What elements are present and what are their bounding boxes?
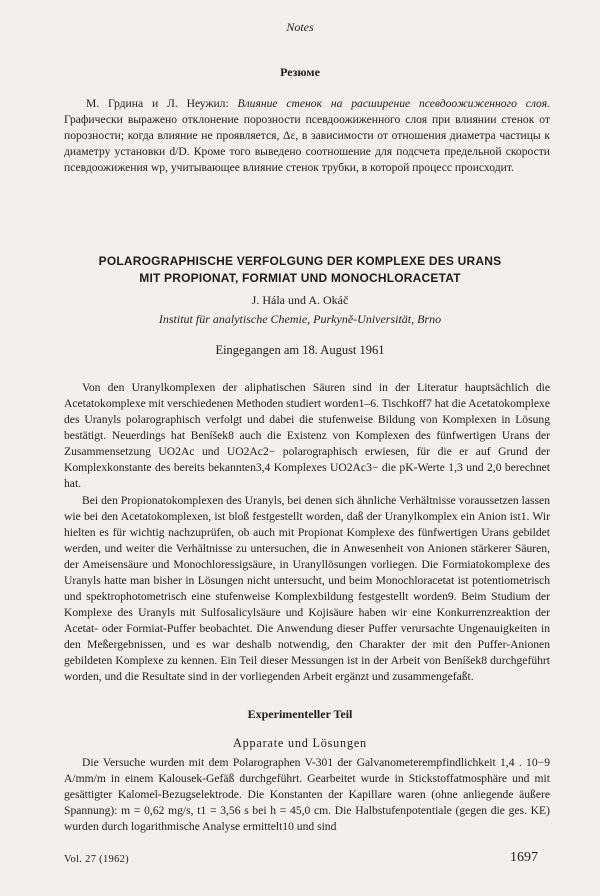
resume-title: Резюме (280, 65, 320, 79)
resume-body: Графически выражено отклонение порозности псевдоожиженного слоя при влиянии стенок от порозности; когда влияние не проявляется, Δε, в зависимости от отношения диаметра частицы к диаметру установки d/D. Кроме того выведено соотношение для подсчета предельной скорости псевдоожижения wp, учитывающее влияние стенок трубки, в которой процесс происходит. (64, 113, 550, 174)
resume-authors: М. Грдина и Л. Неужил: (86, 97, 238, 110)
article-title (0, 253, 600, 287)
article-institute: Institut für analytische Chemie, Purkyně-Universität, Brno (158, 312, 442, 326)
section-heading-experimental: Experimenteller Teil (247, 707, 353, 721)
running-header: Notes (286, 20, 314, 34)
methods-paragraph: Die Versuche wurden mit dem Polarographen V-301 der Galvanometerempfindlichkeit 1,4 . 10−9 A/mm/m in einem Kalousek-Gefäß durchgeführt. Gearbeitet wurde in Stickstoffatmosphäre und mit gesättigter Kalomel-Bezugselektrode. Die Konstanten der Kapillare waren (ohne anliegende äußere Spannung): m = 0,62 mg/s, t1 = 3,56 s bei h = 45,0 cm. Die Halbstufenpotentiale (gegen die ges. KE) wurden durch logarithmische Analyse ermittelt10 und sind (64, 756, 550, 833)
footer-page-number: 1697 (510, 850, 538, 865)
received-date: Eingegangen am 18. August 1961 (215, 343, 385, 357)
article-title-line-1: POLAROGRAPHISCHE VERFOLGUNG DER KOMPLEXE DES URANS (98, 254, 502, 268)
subsection-heading-apparatus: Apparate und Lösungen (233, 736, 367, 750)
intro-paragraph-2: Bei den Propionatokomplexen des Uranyls, bei denen sich ähnliche Verhältnisse voraussetzen lassen wie bei den Acetatokomplexen, ist bloß festgestellt worden, daß der Uranylkomplex ein Anion ist1. Wir hielten es für wichtig nachzuprüfen, ob auch mit Propionat Komplexe des fünfwertigen Urans gebildet werden, und weiter die Verhältnisse zu untersuchen, die in Anwesenheit von Anionen stärkerer Säuren, der Ameisensäure und Monochloressigsäure, in Uranyllösungen vorliegen. Die Formiatokomplexe des Uranyls hatte man bisher in Lösungen nicht untersucht, und beim Monochloracetat ist potentiometrisch und spektrophotometrisch eine stufenweise Komplexbildung festgestellt worden9. Beim Studium der Komplexe des Uranyls mit Sulfosalicylsäure und Kojisäure haben wir eine Konkurrenzreaktion der Acetat- oder Formiat-Puffer beobachtet. Die Anwendung dieser Puffer verursachte Ungenauigkeiten in den Meßergebnissen, und es war deshalb notwendig, den Charakter der mit den Puffer-Anionen gebildeten Komplexe zu kennen. Ein Teil dieser Messungen ist in der Arbeit von Beníšek8 durchgeführt worden, und die Resultate sind in der vorliegenden Arbeit ergänzt und zusammengefaßt. (64, 494, 550, 683)
article-title-line-2: MIT PROPIONAT, FORMIAT UND MONOCHLORACETAT (139, 271, 461, 285)
resume-paragraph (64, 96, 550, 176)
resume-article-title: Влияние стенок на расширение псевдоожиженного слоя. (237, 97, 550, 110)
intro-paragraph-1: Von den Uranylkomplexen der aliphatischen Säuren sind in der Literatur hauptsächlich die Acetatokomplexe mit verschiedenen Methoden studiert worden1–6. Tischkoff7 hat die Acetatokomplexe des Uranyls polarographisch verfolgt und dabei die stufenweise Bildung von Komplexen in Lösung bestätigt. Neuerdings hat Beníšek8 auch die Existenz von Komplexen des fünfwertigen Urans der Zusammensetzung UO2Ac und UO2Ac2− polarographisch erwiesen, für die er auf Grund der Komplexkonstante des bereits bekannten3,4 Komplexes UO2Ac3− die pK-Werte 1,3 und 2,0 berechnet hat. (64, 381, 550, 490)
article-authors: J. Hála und A. Okáč (251, 293, 349, 307)
footer-volume: Vol. 27 (1962) (64, 854, 129, 865)
